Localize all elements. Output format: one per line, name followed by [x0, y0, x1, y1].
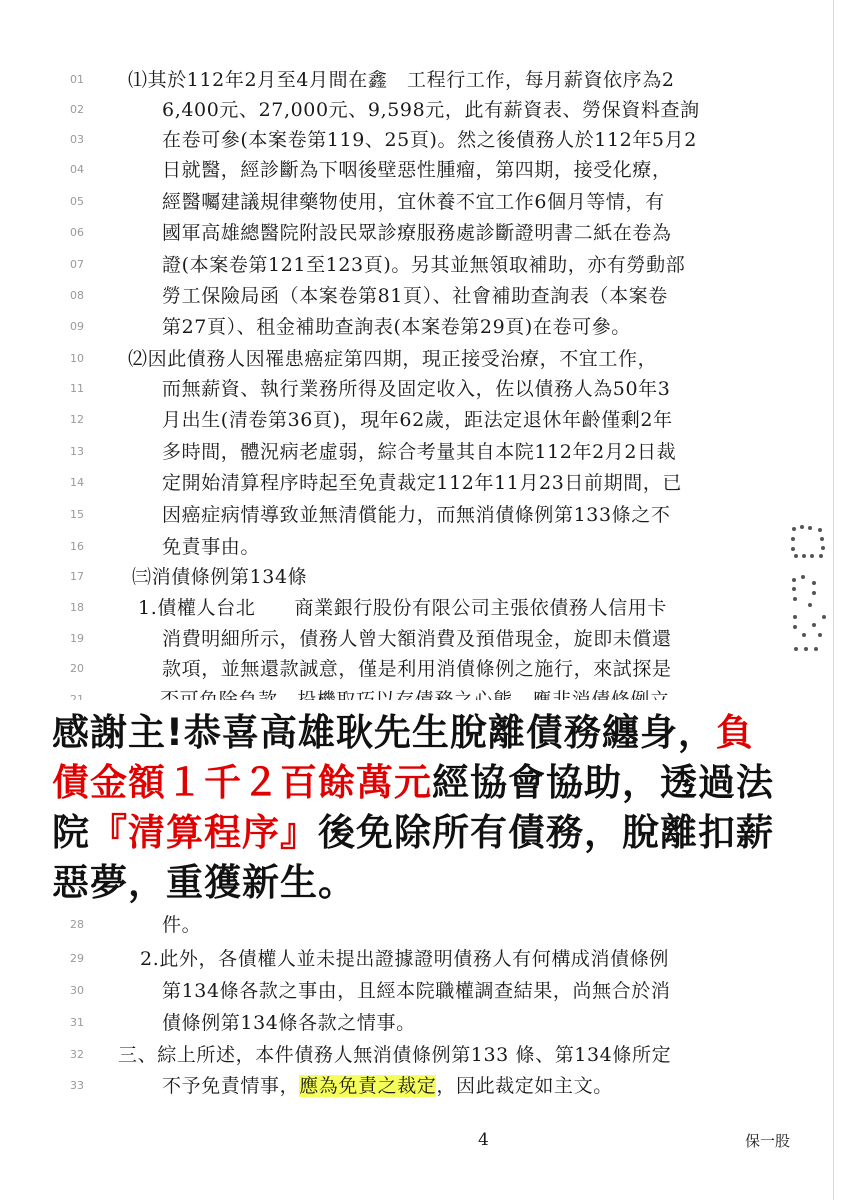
banner-text: 院 [52, 811, 90, 854]
line-number: 18 [70, 601, 84, 614]
line-number: 29 [70, 952, 84, 965]
text-line: 件。 [162, 914, 202, 936]
line-number: 20 [70, 662, 84, 675]
line-number: 17 [70, 570, 84, 583]
banner-text: 經協會協助，透過法 [432, 761, 774, 804]
line-number: 11 [70, 382, 84, 395]
line-number: 10 [70, 352, 84, 365]
text-line: 債條例第134條各款之情事。 [162, 1012, 416, 1034]
line-number: 32 [70, 1048, 84, 1061]
line-number: 14 [70, 476, 84, 489]
congratulation-banner [40, 700, 830, 910]
text-line: 6,400元、27,000元、9,598元，此有薪資表、勞保資料查詢 [162, 99, 700, 121]
banner-text: 感謝主!恭喜高雄耿先生脫離債務纏身， [52, 711, 716, 754]
banner-line-3 [52, 808, 774, 858]
line-number: 12 [70, 413, 84, 426]
line-number: 33 [70, 1079, 84, 1092]
line-number: 09 [70, 320, 84, 333]
text-line: 款項，並無還款誠意，僅是利用消債條例之施行，來試探是 [162, 658, 672, 680]
line-number: 31 [70, 1016, 84, 1029]
text-line: 第27頁）、租金補助查詢表(本案卷第29頁)在卷可參。 [162, 316, 631, 338]
text-line: 勞工保險局函（本案卷第81頁）、社會補助查詢表（本案卷 [162, 285, 668, 307]
line-number: 15 [70, 508, 84, 521]
page-number: 4 [478, 1130, 489, 1150]
line-number: 16 [70, 540, 84, 553]
text-line: 因癌症病情導致並無清償能力，而無消債條例第133條之不 [162, 504, 671, 526]
text-line: ⑵因此債務人因罹患癌症第四期，現正接受治療，不宜工作， [128, 348, 658, 370]
banner-red-procedure: 『清算程序』 [90, 811, 318, 854]
banner-red-amount: 債金額１千２百餘萬元 [52, 761, 432, 804]
text-line [162, 1074, 613, 1098]
perforation-stamp [790, 525, 826, 655]
line-number: 01 [70, 73, 84, 86]
highlighted-text: 應為免責之裁定 [299, 1075, 437, 1097]
binding-line [833, 0, 834, 1200]
banner-line-1 [52, 708, 754, 758]
text-line: 1.債權人台北 商業銀行股份有限公司主張依債務人信用卡 [138, 597, 667, 619]
line-number: 08 [70, 289, 84, 302]
text-line: 2.此外，各債權人並未提出證據證明債務人有何構成消債條例 [140, 948, 669, 970]
text-line: 多時間，體況病老虛弱，綜合考量其自本院112年2月2日裁 [162, 441, 677, 463]
banner-line-2 [52, 758, 774, 808]
text-line: 免責事由。 [162, 536, 261, 558]
line-number: 03 [70, 133, 84, 146]
line-number: 07 [70, 258, 84, 271]
line-number: 02 [70, 103, 84, 116]
text-line: 經醫囑建議規律藥物使用，宜休養不宜工作6個月等情，有 [162, 191, 665, 213]
line-number: 05 [70, 195, 84, 208]
line-number: 19 [70, 632, 84, 645]
section-label: 保一股 [745, 1132, 791, 1150]
line-number: 30 [70, 984, 84, 997]
text-line: 日就醫，經診斷為下咽後壁惡性腫瘤，第四期，接受化療， [162, 159, 672, 181]
line-number: 06 [70, 226, 84, 239]
text-line: 在卷可參(本案卷第119、25頁)。然之後債務人於112年5月2 [162, 129, 697, 151]
banner-line-4: 惡夢，重獲新生。 [52, 861, 356, 904]
text-line: 而無薪資、執行業務所得及固定收入，佐以債務人為50年3 [162, 378, 671, 400]
line-number: 13 [70, 445, 84, 458]
text-line: 三、綜上所述，本件債務人無消債條例第133 條、第134條所定 [118, 1044, 672, 1066]
text-line: 月出生(清卷第36頁)，現年62歲，距法定退休年齡僅剩2年 [162, 409, 673, 431]
text-line: 第134條各款之事由，且經本院職權調查結果，尚無合於消 [162, 980, 671, 1002]
text-line: ㈢消債條例第134條 [132, 566, 308, 588]
line-number: 04 [70, 163, 84, 176]
text-line: 消費明細所示，債務人曾大額消費及預借現金，旋即未償還 [162, 628, 672, 650]
text-line: 證(本案卷第121至123頁)。另其並無領取補助，亦有勞動部 [162, 254, 686, 276]
banner-text: 後免除所有債務，脫離扣薪 [318, 811, 774, 854]
text-line: 國軍高雄總醫院附設民眾診療服務處診斷證明書二紙在卷為 [162, 222, 672, 244]
text-line: 定開始清算程序時起至免責裁定112年11月23日前期間，已 [162, 472, 683, 494]
text-segment: ，因此裁定如主文。 [436, 1075, 613, 1097]
text-line: ⑴其於112年2月至4月間在鑫 工程行工作，每月薪資依序為2 [128, 69, 675, 91]
line-number: 28 [70, 918, 84, 931]
banner-red-text: 負 [715, 711, 754, 754]
text-segment: 不予免責情事， [162, 1075, 300, 1097]
